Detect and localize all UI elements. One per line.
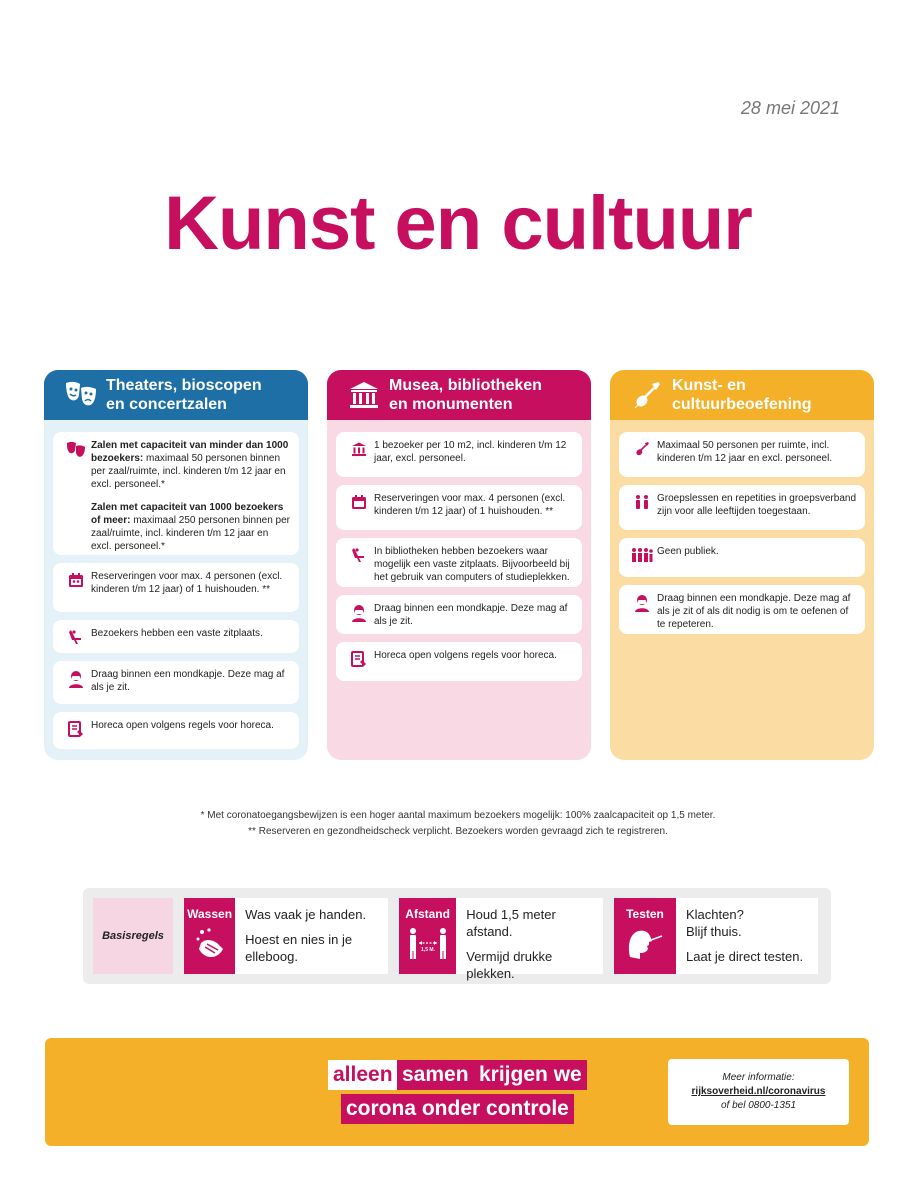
test-swab-icon <box>626 927 664 964</box>
audience-icon <box>627 545 657 569</box>
basisregels-label: Basisregels <box>93 898 173 974</box>
card-capacity <box>336 432 582 477</box>
card-text: Draag binnen een mondkapje. Deze mag af als je zit of als dit nodig is om te oefenen of te repeteren. <box>657 593 851 630</box>
rule-wassen <box>184 898 388 974</box>
page-title: Kunst en cultuur <box>164 181 752 266</box>
capacity-small-text: maximaal 50 personen binnen per zaal/ruimte, incl. kinderen t/m 12 jaar en excl. personeel.* <box>91 453 286 490</box>
card-mask <box>619 585 865 634</box>
footnote-1: * Met coronatoegangsbewijzen is een hoger aantal maximum bezoekers mogelijk: 100% zaalcapaciteit op 1,5 meter. <box>200 810 716 821</box>
hand-wash-icon <box>193 927 227 964</box>
seat-icon <box>344 545 374 579</box>
theater-masks-icon <box>60 378 102 412</box>
museum-building-icon <box>343 378 385 412</box>
rule-badge <box>184 898 235 974</box>
card-seat <box>336 538 582 587</box>
card-mask <box>53 661 299 704</box>
card-text: Draag binnen een mondkapje. Deze mag af als je zit. <box>91 669 285 693</box>
violin-icon <box>626 378 668 412</box>
column-kunstbeoefening <box>610 370 874 760</box>
info-box <box>668 1059 849 1125</box>
card-horeca <box>53 712 299 749</box>
card-groups <box>619 485 865 530</box>
distance-icon <box>406 927 450 964</box>
card-text: Groepslessen en repetities in groepsverband zijn voor alle leeftijden toegestaan. <box>657 493 857 517</box>
card-text: Bezoekers hebben een vaste zitplaats. <box>91 628 263 639</box>
card-no-audience <box>619 538 865 577</box>
column-heading: Theaters, bioscopen en concertzalen <box>106 377 262 413</box>
card-text: Draag binnen een mondkapje. Deze mag af als je zit. <box>374 603 568 627</box>
menu-card-icon <box>344 649 374 673</box>
rule-afstand <box>399 898 603 981</box>
rule-testen <box>614 898 818 974</box>
seat-icon <box>61 627 91 645</box>
column-musea <box>327 370 591 760</box>
rule-line-2: Hoest en nies in je elleboog. <box>245 932 353 964</box>
capacity-small-label: Zalen met capaciteit van minder dan 1000 bezoekers: <box>91 440 289 464</box>
rule-line-2: Vermijd drukke plekken. <box>466 949 553 981</box>
card-reservations <box>336 485 582 530</box>
capacity-large-text: maximaal 250 personen binnen per zaal/ruimte, incl. kinderen t/m 12 jaar en excl. personeel.* <box>91 515 290 552</box>
rule-line-1: Was vaak je handen. <box>245 907 367 922</box>
card-reservations <box>53 563 299 612</box>
card-text: Horeca open volgens regels voor horeca. <box>374 650 557 661</box>
rule-name: Afstand <box>405 907 450 921</box>
rule-line-2: Laat je direct testen. <box>686 949 804 964</box>
card-horeca <box>336 642 582 681</box>
column-header <box>327 370 591 420</box>
rule-badge <box>399 898 456 974</box>
rule-name: Testen <box>626 907 664 921</box>
column-header <box>610 370 874 420</box>
column-theaters <box>44 370 308 760</box>
slogan-word-alleen: alleen <box>328 1060 398 1090</box>
date: 28 mei 2021 <box>740 98 840 118</box>
calendar-icon <box>61 570 91 604</box>
violin-small-icon <box>627 439 657 469</box>
card-seat <box>53 620 299 653</box>
card-text: 1 bezoeker per 10 m2, incl. kinderen t/m 12 jaar, excl. personeel. <box>374 440 567 464</box>
footnote-2: ** Reserveren en gezondheidscheck verplicht. Bezoekers worden gevraagd zich te registreren. <box>248 826 668 837</box>
face-mask-icon <box>627 592 657 626</box>
people-icon <box>627 492 657 522</box>
column-header <box>44 370 308 420</box>
card-text: Reserveringen voor max. 4 personen (excl. kinderen t/m 12 jaar) of 1 huishouden. ** <box>91 571 283 595</box>
rule-line-1: Klachten? Blijf thuis. <box>686 907 744 939</box>
card-capacity <box>53 432 299 555</box>
masks-icon <box>61 439 91 547</box>
card-text: Reserveringen voor max. 4 personen (excl. kinderen t/m 12 jaar) of 1 huishouden. ** <box>374 493 566 517</box>
card-text: In bibliotheken hebben bezoekers waar mogelijk een vaste zitplaats. Bijvoorbeeld bij het gebruik van computers of studieplekken. <box>374 546 570 583</box>
calendar-icon <box>344 492 374 522</box>
card-text: Horeca open volgens regels voor horeca. <box>91 720 274 731</box>
rule-line-1: Houd 1,5 meter afstand. <box>466 907 556 939</box>
rule-badge <box>614 898 676 974</box>
slogan-word-samen: samen <box>397 1060 474 1090</box>
card-mask <box>336 595 582 634</box>
museum-icon <box>344 439 374 469</box>
column-heading: Kunst- en cultuurbeoefening <box>672 377 812 413</box>
card-text: Maximaal 50 personen per ruimte, incl. kinderen t/m 12 jaar en excl. personeel. <box>657 440 833 464</box>
column-heading: Musea, bibliotheken en monumenten <box>389 377 542 413</box>
info-phone: of bel 0800-1351 <box>720 1100 797 1111</box>
capacity-large-label: Zalen met capaciteit van 1000 bezoekers of meer: <box>91 502 284 526</box>
card-text: Geen publiek. <box>657 546 719 557</box>
slogan-word-krijgen-we: krijgen we <box>474 1060 587 1090</box>
info-link[interactable]: rijksoverheid.nl/coronavirus <box>691 1086 826 1097</box>
capacity-small <box>91 439 291 491</box>
footnotes <box>0 808 916 840</box>
rule-name: Wassen <box>187 907 233 921</box>
distance-icon-label: 1,5 M. <box>420 947 435 953</box>
card-capacity <box>619 432 865 477</box>
slogan-word-corona: corona onder controle <box>341 1094 574 1124</box>
menu-card-icon <box>61 719 91 741</box>
face-mask-icon <box>61 668 91 696</box>
capacity-large <box>91 501 291 553</box>
info-label: Meer informatie: <box>722 1072 795 1083</box>
face-mask-icon <box>344 602 374 626</box>
